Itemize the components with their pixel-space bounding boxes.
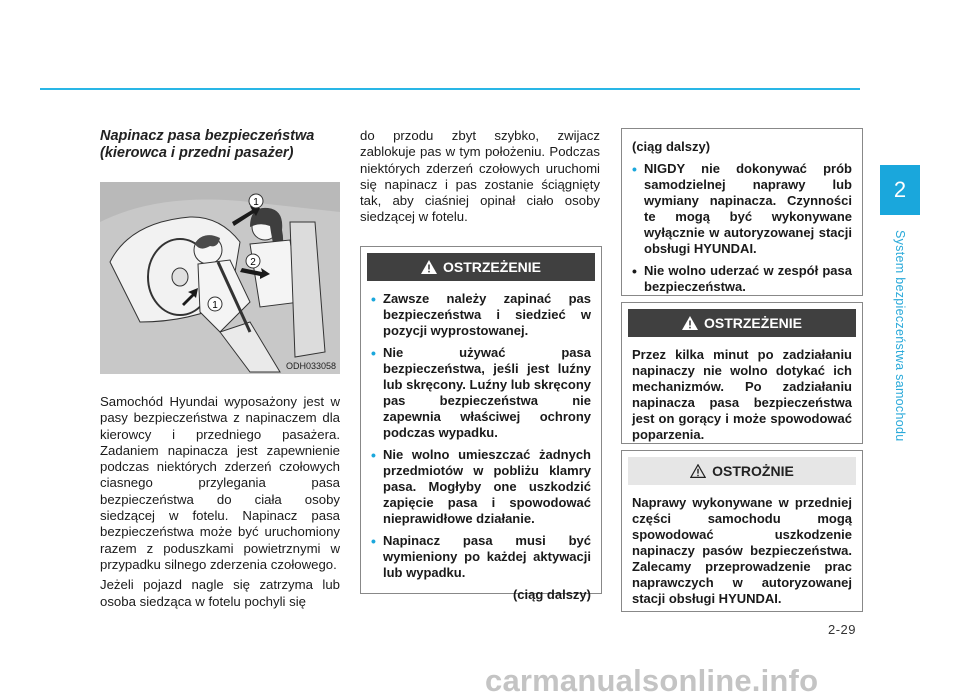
list-item-text: Nie wolno uderzać w zespół pasa bezpieczeństwa. [644, 263, 852, 294]
list-item-text: Zawsze należy zapinać pas bezpieczeństwa i siedzieć w pozycji wyprostowanej. [383, 291, 591, 338]
list-item [371, 533, 591, 581]
continued-label: (ciąg dalszy) [512, 587, 591, 602]
list-item [632, 263, 852, 295]
hot-warning-box [621, 302, 863, 444]
warning-header [628, 309, 856, 337]
pretensioner-illustration [100, 182, 340, 374]
continued-body [622, 129, 862, 311]
bullet-icon: • [371, 447, 376, 463]
warning-title: OSTRZEŻENIE [703, 315, 802, 331]
caution-title: OSTROŻNIE [712, 463, 794, 479]
chapter-side-title: System bezpieczeństwa samochodu [893, 230, 907, 442]
caution-text: Naprawy wykonywane w przedniej części samochodu mogą spowodować uszkodzenie napinaczy pasów bezpieczeństwa. Zalecamy przeprowadzenie prac naprawczych w autoryzowanej stacji obsługi HYUNDAI. [632, 495, 852, 606]
warning-body [361, 281, 601, 613]
bullet-icon: • [632, 263, 637, 279]
continued-warning-box [621, 128, 863, 296]
paragraph-1: Samochód Hyundai wyposażony jest w pasy bezpieczeństwa z napinaczem dla kierowcy i przedniego pasażera. Zadaniem napinacza jest zapewnienie podczas niektórych zderzeń czołowych ciasnego przylegania pasa bezpieczeństwa do ciała osoby siedzącej w fotelu. Napinacz pasa bezpieczeństwa może być uruchomiony razem z poduszkami powietrznymi w przypadku silnego zderzenia czołowego. [100, 394, 340, 572]
figure-code: ODH033058 [285, 361, 336, 371]
warning-box [360, 246, 602, 602]
caution-header [628, 457, 856, 485]
left-column [100, 128, 340, 610]
warning-header [367, 253, 595, 281]
watermark: carmanualsonline.info [485, 663, 819, 698]
list-item [632, 161, 852, 257]
bullet-icon: • [371, 533, 376, 549]
bullet-icon: • [371, 345, 376, 361]
warning-triangle-icon [421, 260, 437, 274]
warning-triangle-icon [682, 316, 698, 330]
middle-column [360, 128, 600, 226]
figure-label-3: 1 [212, 300, 218, 311]
chapter-tab [880, 165, 920, 215]
section-title [100, 128, 340, 162]
figure-label-2: 2 [250, 257, 256, 268]
chapter-number: 2 [893, 177, 907, 202]
section-title-line1: Napinacz pasa bezpieczeństwa [100, 128, 315, 144]
figure-label-1: 1 [253, 197, 259, 208]
section-title-line2: (kierowca i przedni pasażer) [100, 145, 294, 161]
warning-text: Przez kilka minut po zadziałaniu napinaczy nie wolno dotykać ich mechanizmów. Po zadziałaniu napinacza pasa bezpieczeństwa jest on gorący i może spowodować poparzenia. [632, 347, 852, 442]
list-item-text: Nie używać pasa bezpieczeństwa, jeśli jest luźny lub skręcony. Luźny lub skręcony pas bezpieczeństwa nie zapewnia właściwej ochrony podczas wypadku. [383, 345, 591, 440]
top-rule [40, 88, 860, 90]
caution-triangle-icon [690, 464, 706, 478]
bullet-icon: • [371, 291, 376, 307]
caution-box [621, 450, 863, 612]
bullet-icon: • [632, 161, 637, 177]
list-item [371, 447, 591, 527]
list-item [371, 291, 591, 339]
list-item [371, 345, 591, 441]
page-number: 2-29 [828, 622, 857, 637]
list-item-text: Nie wolno umieszczać żadnych przedmiotów w pobliżu klamry pasa. Mogłyby one uszkodzić zapięcie pasa i spowodować nieprawidłowe działanie. [383, 447, 591, 526]
car-interior-drawing [100, 182, 340, 374]
paragraph-3: do przodu zbyt szybko, zwijacz zablokuje pas w tym położeniu. Podczas niektórych zderzeń czołowych uruchomi się napinacz i pas zostanie ściągnięty tak, aby ciaśniej opinał ciało osoby siedzącej w fotelu. [360, 128, 600, 225]
list-item-text: Napinacz pasa musi być wymieniony po każdej aktywacji lub wypadku. [383, 533, 591, 580]
warning-title: OSTRZEŻENIE [442, 259, 541, 275]
paragraph-2: Jeżeli pojazd nagle się zatrzyma lub osoba siedząca w fotelu pochyli się [100, 577, 340, 609]
continued-heading: (ciąg dalszy) [632, 139, 711, 154]
list-item-text: NIGDY nie dokonywać prób samodzielnej naprawy lub wymiany napinacza. Czynności te mogą być wykonywane wyłącznie w autoryzowanej stacji obsługi HYUNDAI. [644, 161, 852, 256]
